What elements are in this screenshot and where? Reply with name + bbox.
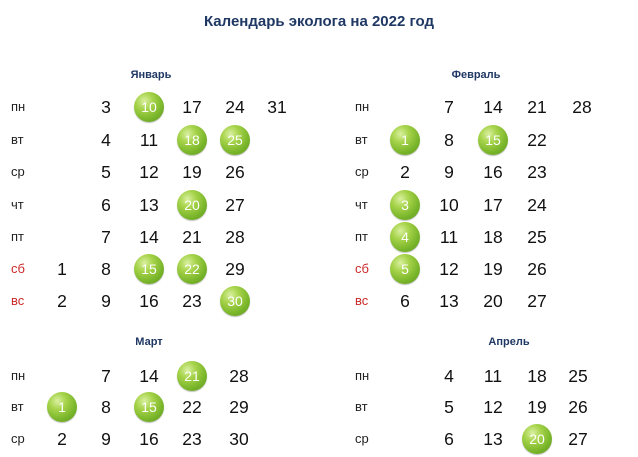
eco-day: 4 [390, 222, 420, 252]
calendar-day: 24 [225, 96, 245, 117]
calendar-day: 29 [225, 258, 245, 279]
calendar-day: 12 [483, 396, 503, 417]
calendar-day: 11 [439, 226, 459, 247]
calendar-day: 19 [182, 161, 202, 182]
calendar-day: 10 [439, 194, 459, 215]
eco-day: 3 [390, 190, 420, 220]
calendar-day: 17 [483, 194, 503, 215]
eco-day: 15 [478, 125, 508, 155]
calendar-day: 2 [57, 428, 67, 449]
calendar-day: 26 [568, 396, 588, 417]
calendar-day: 11 [139, 129, 159, 150]
calendar-day: 16 [139, 428, 159, 449]
weekday-label: вт [11, 399, 24, 414]
calendar-day: 26 [527, 258, 547, 279]
calendar-day: 12 [139, 161, 159, 182]
calendar-day: 2 [57, 290, 67, 311]
calendar-day: 26 [225, 161, 245, 182]
calendar-day: 14 [139, 226, 159, 247]
weekday-label: сб [11, 261, 25, 276]
eco-day: 1 [47, 392, 77, 422]
calendar-day: 7 [444, 96, 454, 117]
calendar-day: 12 [439, 258, 459, 279]
calendar-day: 28 [225, 226, 245, 247]
calendar-day: 14 [139, 365, 159, 386]
month-title: Январь [130, 69, 172, 81]
calendar-day: 4 [101, 129, 111, 150]
calendar-day: 19 [527, 396, 547, 417]
calendar-day: 21 [527, 96, 547, 117]
calendar-day: 9 [101, 428, 111, 449]
calendar-day: 19 [483, 258, 503, 279]
calendar-day: 5 [444, 396, 454, 417]
eco-day: 25 [220, 125, 250, 155]
calendar-day: 21 [182, 226, 202, 247]
weekday-label: вт [355, 132, 368, 147]
weekday-label: вс [11, 293, 25, 308]
calendar-day: 22 [527, 129, 547, 150]
calendar-day: 30 [229, 428, 249, 449]
calendar-day: 17 [182, 96, 202, 117]
eco-day: 15 [134, 392, 164, 422]
calendar-day: 8 [101, 396, 111, 417]
weekday-label: пн [11, 99, 26, 114]
weekday-label: ср [355, 164, 369, 179]
weekday-label: чт [355, 197, 368, 212]
weekday-label: пн [11, 368, 26, 383]
calendar-day: 9 [444, 161, 454, 182]
calendar-day: 3 [101, 96, 111, 117]
calendar-day: 31 [267, 96, 287, 117]
calendar-day: 16 [483, 161, 503, 182]
calendar-day: 4 [444, 365, 454, 386]
calendar-day: 11 [483, 365, 503, 386]
weekday-label: пн [355, 368, 370, 383]
weekday-label: ср [355, 431, 369, 446]
eco-day: 15 [134, 254, 164, 284]
calendar-day: 28 [572, 96, 592, 117]
weekday-label: ср [11, 164, 25, 179]
weekday-label: пт [355, 229, 368, 244]
weekday-label: пт [11, 229, 24, 244]
eco-day: 20 [522, 424, 552, 454]
eco-day: 21 [177, 361, 207, 391]
calendar-day: 27 [568, 428, 588, 449]
weekday-label: вт [355, 399, 368, 414]
calendar-day: 13 [139, 194, 159, 215]
calendar-day: 13 [483, 428, 503, 449]
calendar-day: 23 [527, 161, 547, 182]
calendar-day: 29 [229, 396, 249, 417]
page-title: Календарь эколога на 2022 год [203, 13, 435, 30]
eco-day: 20 [177, 190, 207, 220]
calendar-day: 22 [182, 396, 202, 417]
eco-day: 18 [177, 125, 207, 155]
calendar-day: 6 [101, 194, 111, 215]
calendar-day: 20 [483, 290, 503, 311]
weekday-label: сб [355, 261, 369, 276]
month-title: Март [135, 336, 163, 348]
eco-day: 22 [177, 254, 207, 284]
eco-day: 5 [390, 254, 420, 284]
calendar-day: 28 [229, 365, 249, 386]
calendar-day: 13 [439, 290, 459, 311]
calendar-day: 27 [527, 290, 547, 311]
calendar-day: 25 [527, 226, 547, 247]
calendar-day: 1 [57, 258, 67, 279]
weekday-label: пн [355, 99, 370, 114]
calendar-day: 14 [483, 96, 503, 117]
calendar-day: 16 [139, 290, 159, 311]
weekday-label: ср [11, 431, 25, 446]
eco-day: 30 [220, 286, 250, 316]
calendar-day: 23 [182, 290, 202, 311]
calendar-day: 9 [101, 290, 111, 311]
calendar-day: 5 [101, 161, 111, 182]
month-title: Февраль [451, 69, 501, 81]
calendar-day: 24 [527, 194, 547, 215]
calendar-day: 8 [444, 129, 454, 150]
calendar-day: 18 [483, 226, 503, 247]
weekday-label: вт [11, 132, 24, 147]
calendar-day: 27 [225, 194, 245, 215]
calendar-day: 2 [400, 161, 410, 182]
eco-day: 10 [134, 92, 164, 122]
calendar-day: 23 [182, 428, 202, 449]
weekday-label: вс [355, 293, 369, 308]
calendar-day: 6 [444, 428, 454, 449]
month-title: Апрель [488, 336, 530, 348]
calendar-day: 7 [101, 226, 111, 247]
calendar-day: 7 [101, 365, 111, 386]
weekday-label: чт [11, 197, 24, 212]
eco-day: 1 [390, 125, 420, 155]
calendar-day: 25 [568, 365, 588, 386]
calendar-day: 18 [527, 365, 547, 386]
calendar-day: 6 [400, 290, 410, 311]
calendar-day: 8 [101, 258, 111, 279]
